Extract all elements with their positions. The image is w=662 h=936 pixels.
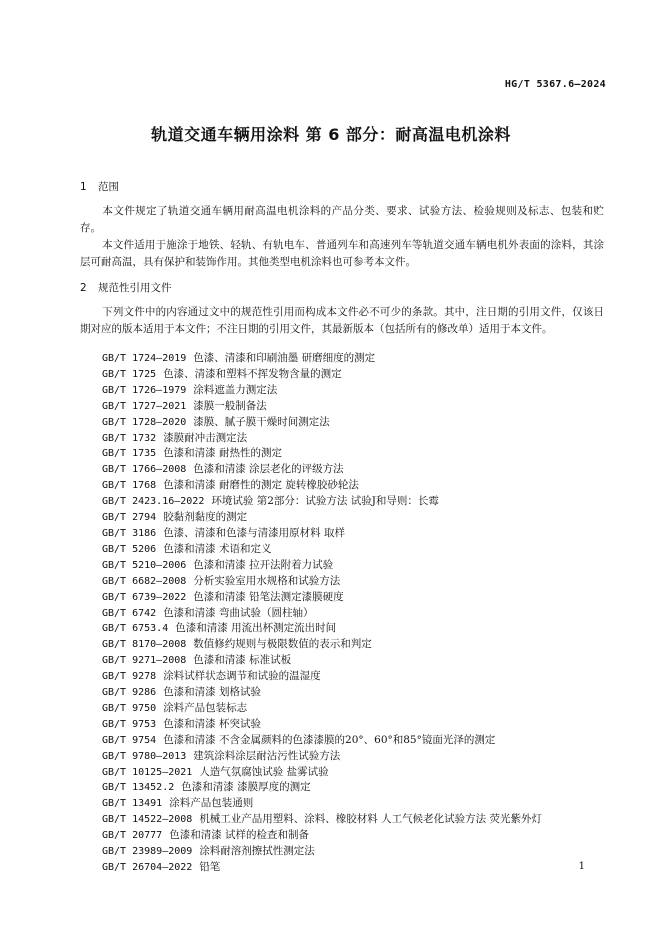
references-intro-paragraph xyxy=(80,304,604,338)
reference-item xyxy=(102,351,542,367)
reference-code: GB/T 5210—2006 xyxy=(102,559,187,571)
reference-item xyxy=(102,542,542,558)
section-number: 2 xyxy=(80,282,87,294)
section-heading-normative-references xyxy=(80,280,172,295)
reference-title: 色漆和清漆 试样的检查和制备 xyxy=(169,829,310,842)
reference-code: GB/T 23989—2009 xyxy=(102,846,193,858)
page-number: 1 xyxy=(578,861,585,872)
reference-code: GB/T 20777 xyxy=(102,830,163,842)
reference-code: GB/T 9271—2008 xyxy=(102,655,187,667)
scope-paragraph-2 xyxy=(80,237,604,271)
reference-item xyxy=(102,828,542,844)
reference-title: 铅笔 xyxy=(199,861,221,873)
reference-item xyxy=(102,780,542,796)
reference-code: GB/T 9753 xyxy=(102,718,157,730)
reference-title: 色漆和清漆 标准试板 xyxy=(193,654,292,667)
reference-item xyxy=(102,637,542,653)
reference-code: GB/T 5206 xyxy=(102,543,157,555)
reference-code: GB/T 10125—2021 xyxy=(102,766,193,778)
reference-title: 色漆和清漆 不含金属颜料的色漆漆膜的20°、60°和85°镜面光泽的测定 xyxy=(163,733,496,746)
reference-item xyxy=(102,606,542,622)
reference-code: GB/T 6739—2022 xyxy=(102,591,187,603)
reference-title: 分析实验室用水规格和试验方法 xyxy=(193,574,341,587)
reference-code: GB/T 1726—1979 xyxy=(102,384,187,396)
reference-list xyxy=(102,351,542,876)
reference-item xyxy=(102,796,542,812)
reference-code: GB/T 9780—2013 xyxy=(102,750,187,762)
reference-code: GB/T 9286 xyxy=(102,687,157,699)
reference-item xyxy=(102,446,542,462)
reference-title: 色漆和清漆 拉开法附着力试验 xyxy=(193,558,334,571)
scope-paragraph-1 xyxy=(80,203,604,237)
reference-code: GB/T 26704—2022 xyxy=(102,862,193,873)
reference-code: GB/T 9278 xyxy=(102,671,157,683)
reference-title: 色漆和清漆 漆膜厚度的测定 xyxy=(181,781,311,794)
reference-item xyxy=(102,860,542,876)
reference-title: 色漆和清漆 术语和定义 xyxy=(163,542,272,555)
reference-title: 漆膜、腻子膜干燥时间测定法 xyxy=(193,415,330,428)
reference-title: 胶黏剂黏度的测定 xyxy=(163,511,248,524)
reference-code: GB/T 9754 xyxy=(102,734,157,746)
reference-title: 色漆和清漆 涂层老化的评级方法 xyxy=(193,463,344,476)
paragraph-text: 下列文件中的内容通过文中的规范性引用而构成本文件必不可少的条款。其中，注日期的引用文件，仅该日期对应的版本适用于本文件；不注日期的引用文件，其最新版本（包括所有的修改单）适用于本文件。 xyxy=(80,306,604,335)
reference-title: 色漆和清漆 铅笔法测定漆膜硬度 xyxy=(193,590,344,603)
reference-code: GB/T 2794 xyxy=(102,512,157,524)
reference-title: 环境试验 第2部分：试验方法 试验J和导则：长霉 xyxy=(211,495,439,508)
reference-code: GB/T 8170—2008 xyxy=(102,639,187,651)
reference-title: 色漆、清漆和塑料不挥发物含量的测定 xyxy=(163,367,342,380)
reference-title: 色漆和清漆 用流出杯测定流出时间 xyxy=(175,622,337,635)
reference-title: 色漆、清漆和印刷油墨 研磨细度的测定 xyxy=(193,352,376,364)
reference-title: 机械工业产品用塑料、涂料、橡胶材料 人工气候老化试验方法 荧光紫外灯 xyxy=(199,813,542,826)
reference-code: GB/T 6682—2008 xyxy=(102,575,187,587)
reference-title: 漆膜一般制备法 xyxy=(193,399,267,412)
reference-title: 涂料产品包装通则 xyxy=(169,797,254,810)
reference-item xyxy=(102,510,542,526)
reference-item xyxy=(102,462,542,478)
reference-item xyxy=(102,574,542,590)
reference-code: GB/T 6753.4 xyxy=(102,623,169,635)
reference-code: GB/T 1766—2008 xyxy=(102,464,187,476)
reference-code: GB/T 2423.16—2022 xyxy=(102,496,205,508)
reference-code: GB/T 1727—2021 xyxy=(102,400,187,412)
section-heading-scope xyxy=(80,179,119,194)
reference-item xyxy=(102,749,542,765)
reference-code: GB/T 1728—2020 xyxy=(102,416,187,428)
reference-code: GB/T 13491 xyxy=(102,798,163,810)
reference-code: GB/T 13452.2 xyxy=(102,782,175,794)
reference-item xyxy=(102,621,542,637)
reference-item xyxy=(102,526,542,542)
section-title: 规范性引用文件 xyxy=(98,282,172,294)
reference-item xyxy=(102,669,542,685)
reference-title: 色漆和清漆 弯曲试验（圆柱轴） xyxy=(163,606,314,619)
reference-title: 涂料试样状态调节和试验的温湿度 xyxy=(163,670,321,683)
reference-item xyxy=(102,367,542,383)
reference-item xyxy=(102,844,542,860)
document-title: 轨道交通车辆用涂料 第 6 部分：耐高温电机涂料 xyxy=(151,125,511,144)
reference-item xyxy=(102,558,542,574)
reference-item xyxy=(102,383,542,399)
reference-item xyxy=(102,733,542,749)
reference-code: GB/T 1724—2019 xyxy=(102,353,187,364)
reference-item xyxy=(102,399,542,415)
reference-code: GB/T 3186 xyxy=(102,527,157,539)
reference-title: 涂料产品包装标志 xyxy=(163,701,248,714)
reference-title: 涂料遮盖力测定法 xyxy=(193,383,278,396)
reference-title: 色漆和清漆 耐热性的测定 xyxy=(163,447,283,460)
reference-title: 漆膜耐冲击测定法 xyxy=(163,431,248,444)
reference-title: 色漆和清漆 杯突试验 xyxy=(163,717,262,730)
reference-item xyxy=(102,653,542,669)
reference-code: GB/T 1735 xyxy=(102,448,157,460)
reference-item xyxy=(102,590,542,606)
paragraph-text: 本文件适用于施涂于地铁、轻轨、有轨电车、普通列车和高速列车等轨道交通车辆电机外表面的涂料，其涂层可耐高温，具有保护和装饰作用。其他类型电机涂料也可参考本文件。 xyxy=(80,239,604,268)
reference-title: 人造气氛腐蚀试验 盐雾试验 xyxy=(199,765,329,778)
reference-code: GB/T 1768 xyxy=(102,480,157,492)
reference-item xyxy=(102,765,542,781)
reference-title: 数值修约规则与极限数值的表示和判定 xyxy=(193,638,372,651)
reference-code: GB/T 9750 xyxy=(102,702,157,714)
reference-code: GB/T 1725 xyxy=(102,368,157,380)
reference-code: GB/T 6742 xyxy=(102,607,157,619)
reference-item xyxy=(102,415,542,431)
reference-item xyxy=(102,431,542,447)
reference-title: 涂料耐溶剂擦拭性测定法 xyxy=(199,845,315,858)
section-title: 范围 xyxy=(98,181,119,193)
section-number: 1 xyxy=(80,181,87,193)
reference-item xyxy=(102,717,542,733)
reference-title: 建筑涂料涂层耐沾污性试验方法 xyxy=(193,749,341,762)
reference-title: 色漆、清漆和色漆与清漆用原材料 取样 xyxy=(163,526,346,539)
reference-item xyxy=(102,701,542,717)
reference-code: GB/T 1732 xyxy=(102,432,157,444)
reference-title: 色漆和清漆 划格试验 xyxy=(163,686,262,699)
reference-code: GB/T 14522—2008 xyxy=(102,814,193,826)
reference-item xyxy=(102,812,542,828)
reference-item xyxy=(102,494,542,510)
reference-item xyxy=(102,478,542,494)
reference-item xyxy=(102,685,542,701)
reference-title: 色漆和清漆 耐磨性的测定 旋转橡胶砂轮法 xyxy=(163,479,359,492)
standard-id: HG/T 5367.6—2024 xyxy=(504,79,606,90)
paragraph-text: 本文件规定了轨道交通车辆用耐高温电机涂料的产品分类、要求、试验方法、检验规则及标志、包装和贮存。 xyxy=(80,205,604,234)
